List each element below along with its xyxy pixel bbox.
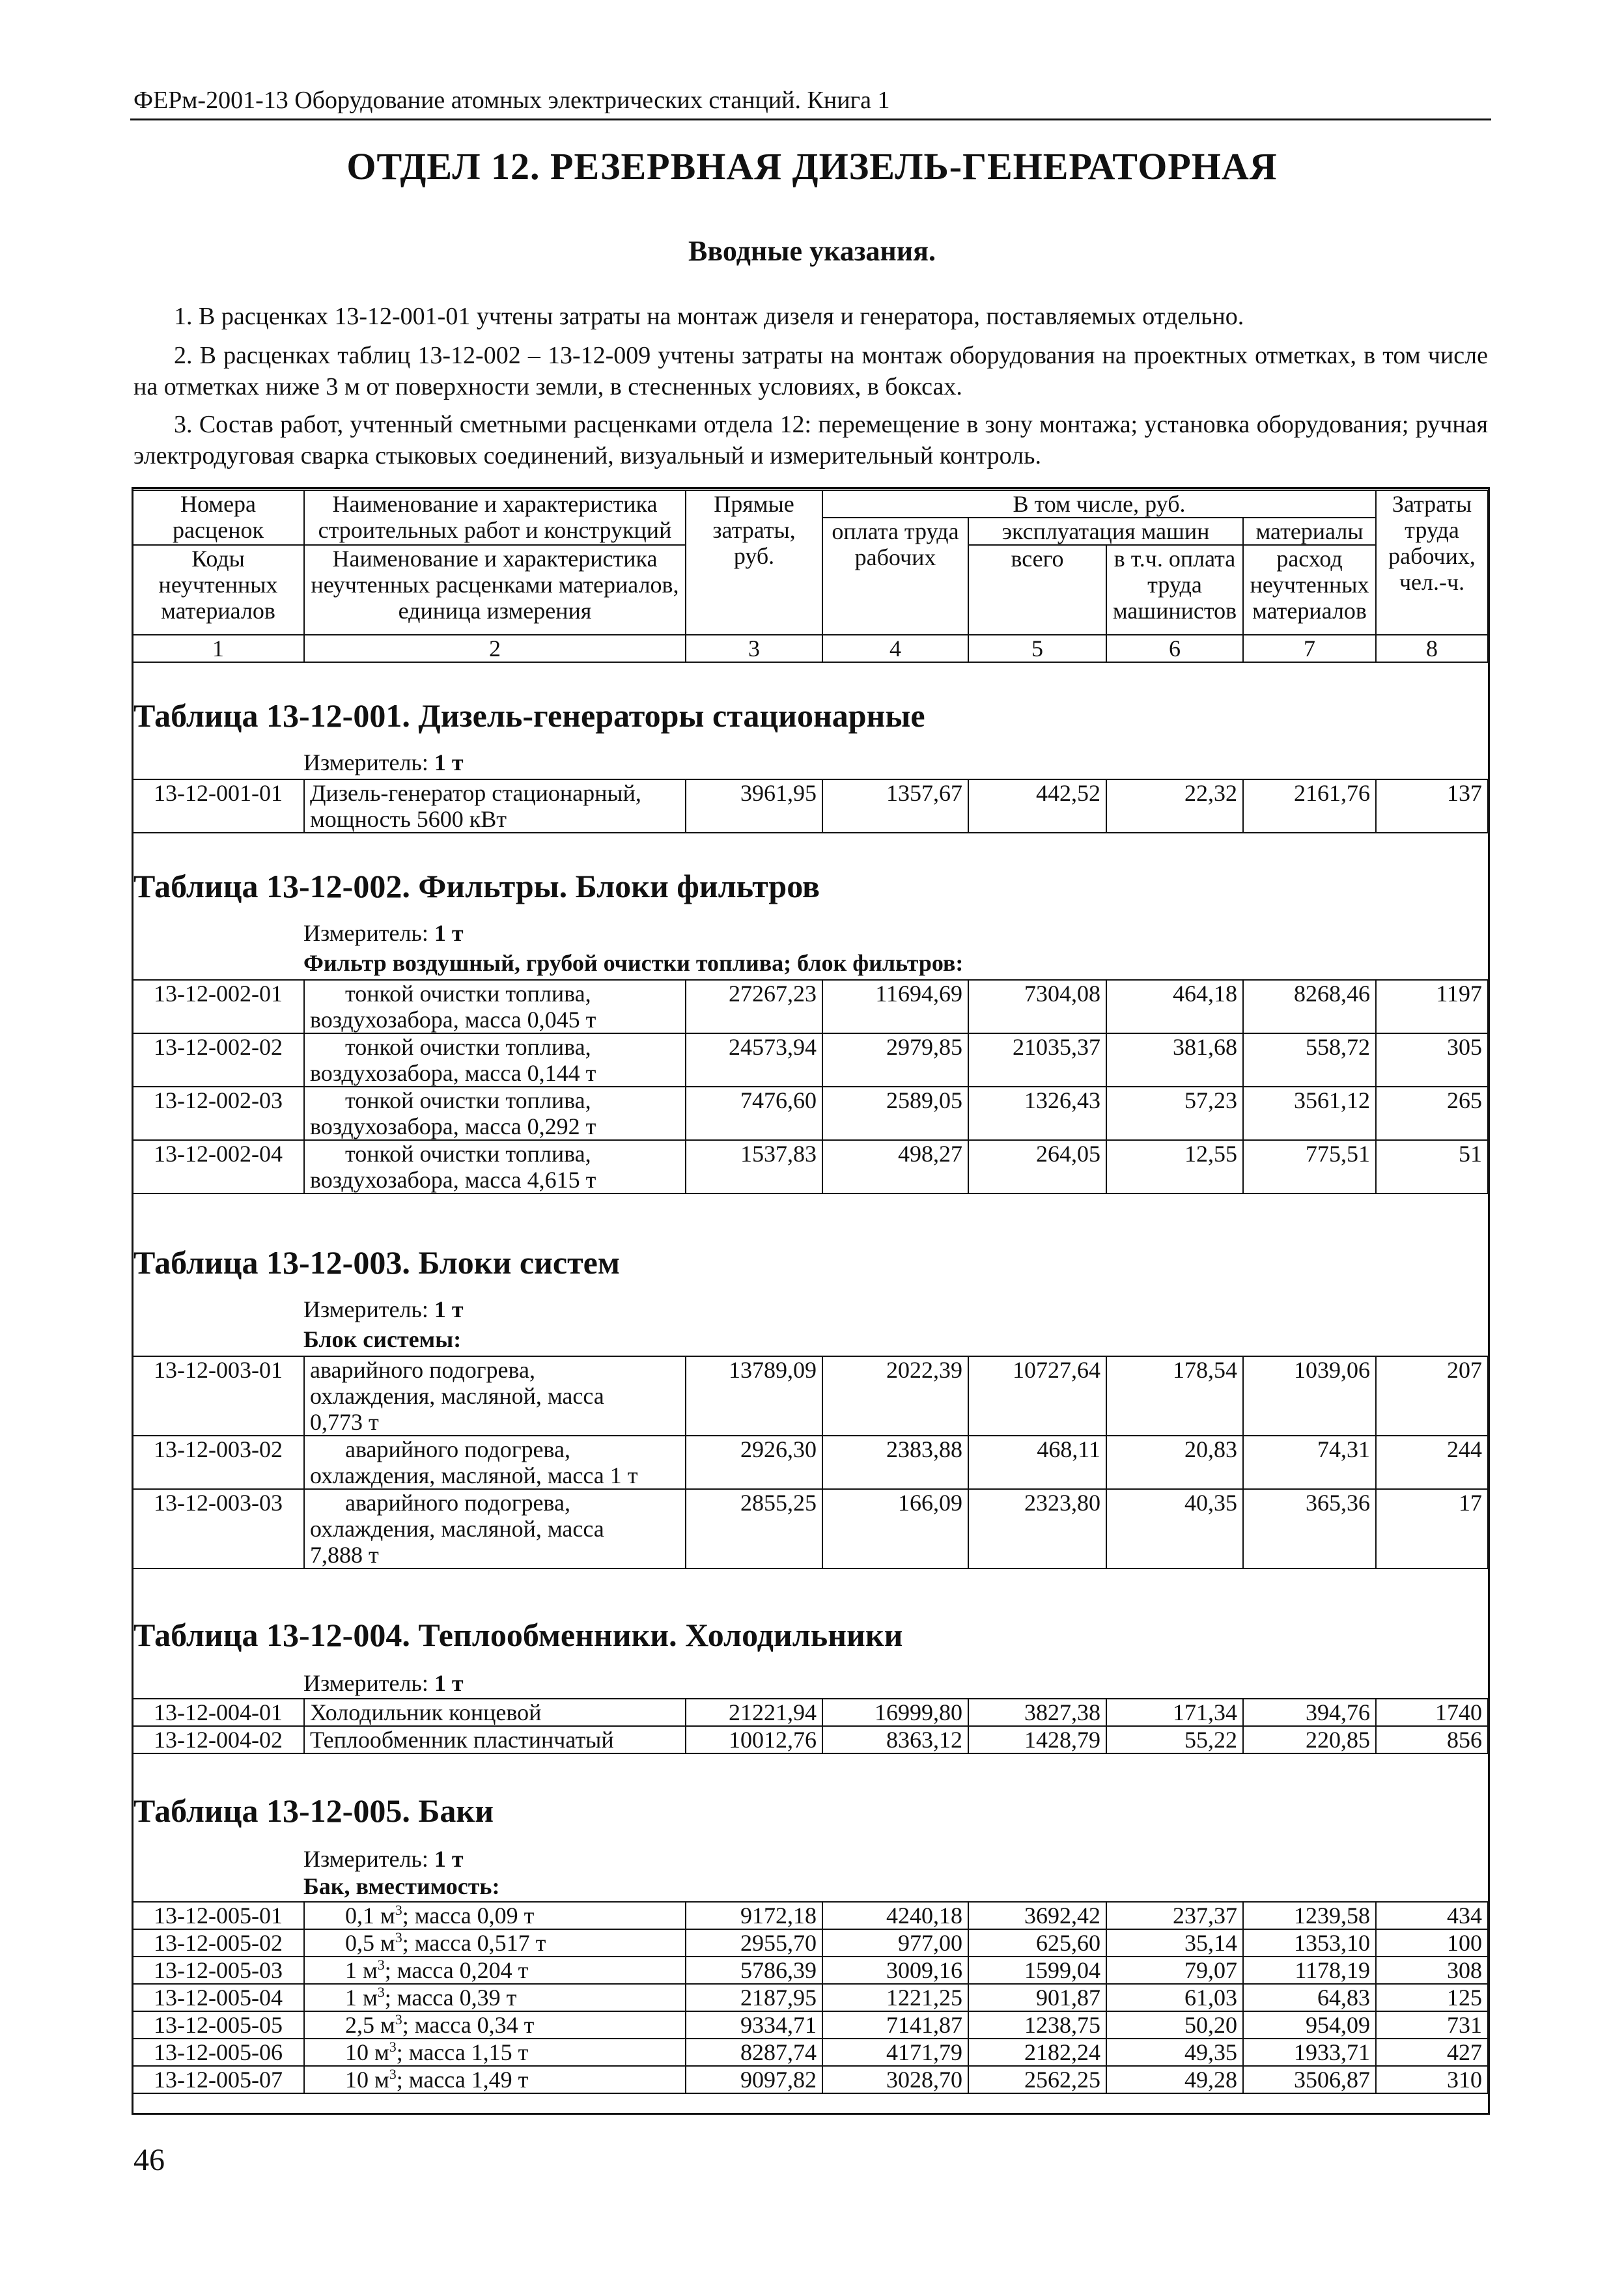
machines-total: 3692,42: [968, 1902, 1106, 1929]
table-heading-13-12-002: Таблица 13-12-002. Фильтры. Блоки фильтров: [133, 868, 820, 904]
operator-wages: 381,68: [1106, 1033, 1243, 1087]
rate-name: аварийного подогрева, охлаждения, масляной, масса 7,888 т: [304, 1489, 686, 1569]
machines-total: 7304,08: [968, 980, 1106, 1033]
colnum-2: 2: [304, 635, 686, 662]
direct-costs: 9097,82: [686, 2066, 822, 2093]
labor: 731: [1376, 2011, 1488, 2039]
rate-code: 13-12-004-02: [132, 1726, 304, 1753]
operator-wages: 35,14: [1106, 1929, 1243, 1957]
labor: 856: [1376, 1726, 1488, 1753]
table-row: [132, 2039, 1488, 2066]
table-heading-13-12-003: Таблица 13-12-003. Блоки систем: [133, 1244, 620, 1281]
column-header: [132, 490, 1489, 663]
operator-wages: 50,20: [1106, 2011, 1243, 2039]
materials: 394,76: [1243, 1699, 1376, 1726]
wages: 2383,88: [822, 1436, 968, 1489]
direct-costs: 1537,83: [686, 1140, 822, 1193]
labor: 51: [1376, 1140, 1488, 1193]
direct-costs: 3961,95: [686, 779, 822, 833]
intro-note-1: 1. В расценках 13-12-001-01 учтены затраты на монтаж дизеля и генератора, поставляемых отдельно.: [174, 303, 1244, 330]
rate-code: 13-12-003-02: [132, 1436, 304, 1489]
direct-costs: 2926,30: [686, 1436, 822, 1489]
rate-code: 13-12-005-07: [132, 2066, 304, 2093]
rate-code: 13-12-005-04: [132, 1984, 304, 2011]
materials: 8268,46: [1243, 980, 1376, 1033]
wages: 2979,85: [822, 1033, 968, 1087]
table-heading-13-12-001: Таблица 13-12-001. Дизель-генераторы стационарные: [133, 697, 925, 734]
rate-name: аварийного подогрева, охлаждения, масляной, масса 1 т: [304, 1436, 686, 1489]
operator-wages: 464,18: [1106, 980, 1243, 1033]
labor: 1197: [1376, 980, 1488, 1033]
rate-code: 13-12-001-01: [132, 779, 304, 833]
table-row: [132, 779, 1488, 833]
rate-code: 13-12-004-01: [132, 1699, 304, 1726]
wages: 4240,18: [822, 1902, 968, 1929]
operator-wages: 12,55: [1106, 1140, 1243, 1193]
operator-wages: 57,23: [1106, 1087, 1243, 1140]
table-row: [132, 1087, 1488, 1140]
rate-name: тонкой очистки топлива, воздухозабора, масса 0,292 т: [304, 1087, 686, 1140]
unit-13-12-005: Измеритель: 1 т: [303, 1846, 464, 1872]
operator-wages: 178,54: [1106, 1356, 1243, 1436]
header-labor: Затраты труда рабочих, чел.-ч.: [1376, 490, 1488, 635]
unit-13-12-002: Измеритель: 1 т: [303, 920, 464, 946]
rate-name: Теплообменник пластинчатый: [304, 1726, 686, 1753]
table-row: [132, 2066, 1488, 2093]
materials: 775,51: [1243, 1140, 1376, 1193]
operator-wages: 237,37: [1106, 1902, 1243, 1929]
rate-name: Холодильник концевой: [304, 1699, 686, 1726]
labor: 434: [1376, 1902, 1488, 1929]
machines-total: 1428,79: [968, 1726, 1106, 1753]
unit-13-12-003: Измеритель: 1 т: [303, 1296, 464, 1322]
labor: 308: [1376, 1957, 1488, 1984]
header-operator-wages: в т.ч. оплата труда машинистов: [1106, 545, 1243, 635]
materials: 220,85: [1243, 1726, 1376, 1753]
colnum-3: 3: [686, 635, 822, 662]
table-row: [132, 980, 1488, 1033]
rate-code: 13-12-002-04: [132, 1140, 304, 1193]
header-work-name: Наименование и характеристика строительных работ и конструкций: [304, 490, 686, 545]
direct-costs: 21221,94: [686, 1699, 822, 1726]
direct-costs: 24573,94: [686, 1033, 822, 1087]
rate-name: 1 $м^3$; масса 0,39 т: [304, 1984, 686, 2011]
rate-code: 13-12-003-01: [132, 1356, 304, 1436]
labor: 427: [1376, 2039, 1488, 2066]
header-material-use: расход неучтенных материалов: [1243, 545, 1376, 635]
direct-costs: 2855,25: [686, 1489, 822, 1569]
direct-costs: 8287,74: [686, 2039, 822, 2066]
machines-total: 468,11: [968, 1436, 1106, 1489]
machines-total: 1599,04: [968, 1957, 1106, 1984]
table-13-12-002: [132, 979, 1489, 1194]
operator-wages: 40,35: [1106, 1489, 1243, 1569]
machines-total: 1326,43: [968, 1087, 1106, 1140]
operator-wages: 49,35: [1106, 2039, 1243, 2066]
table-heading-13-12-005: Таблица 13-12-005. Баки: [133, 1792, 494, 1829]
header-direct-costs: Прямые затраты, руб.: [686, 490, 822, 635]
wages: 3009,16: [822, 1957, 968, 1984]
materials: 954,09: [1243, 2011, 1376, 2039]
machines-total: 21035,37: [968, 1033, 1106, 1087]
direct-costs: 5786,39: [686, 1957, 822, 1984]
machines-total: 901,87: [968, 1984, 1106, 2011]
rate-name: 2,5 $м^3$; масса 0,34 т: [304, 2011, 686, 2039]
direct-costs: 10012,76: [686, 1726, 822, 1753]
rate-code: 13-12-002-02: [132, 1033, 304, 1087]
rate-name: тонкой очистки топлива, воздухозабора, масса 4,615 т: [304, 1140, 686, 1193]
materials: 1178,19: [1243, 1957, 1376, 1984]
direct-costs: 2187,95: [686, 1984, 822, 2011]
wages: 11694,69: [822, 980, 968, 1033]
operator-wages: 22,32: [1106, 779, 1243, 833]
header-rule: [130, 119, 1491, 120]
operator-wages: 61,03: [1106, 1984, 1243, 2011]
colnum-8: 8: [1376, 635, 1488, 662]
direct-costs: 2955,70: [686, 1929, 822, 1957]
table-row: [132, 1929, 1488, 1957]
rate-name: 0,1 $м^3$; масса 0,09 т: [304, 1902, 686, 1929]
table-13-12-004: [132, 1698, 1489, 1754]
rate-name: тонкой очистки топлива, воздухозабора, масса 0,144 т: [304, 1033, 686, 1087]
machines-total: 625,60: [968, 1929, 1106, 1957]
unit-13-12-001: Измеритель: 1 т: [303, 749, 464, 775]
operator-wages: 20,83: [1106, 1436, 1243, 1489]
rate-code: 13-12-002-01: [132, 980, 304, 1033]
materials: 1933,71: [1243, 2039, 1376, 2066]
labor: 125: [1376, 1984, 1488, 2011]
machines-total: 1238,75: [968, 2011, 1106, 2039]
colnum-6: 6: [1106, 635, 1243, 662]
header-rate-numbers: Номера расценок: [132, 490, 304, 545]
wages: 498,27: [822, 1140, 968, 1193]
table-row: [132, 1356, 1488, 1436]
rate-name: Дизель-генератор стационарный, мощность 5600 кВт: [304, 779, 686, 833]
materials: 365,36: [1243, 1489, 1376, 1569]
rate-name: 1 $м^3$; масса 0,204 т: [304, 1957, 686, 1984]
header-machines: эксплуатация машин: [968, 518, 1243, 545]
unit-13-12-004: Измеритель: 1 т: [303, 1670, 464, 1696]
header-materials: материалы: [1243, 518, 1376, 545]
rate-code: 13-12-003-03: [132, 1489, 304, 1569]
table-13-12-003: [132, 1356, 1489, 1569]
rate-code: 13-12-002-03: [132, 1087, 304, 1140]
wages: 166,09: [822, 1489, 968, 1569]
machines-total: 10727,64: [968, 1356, 1106, 1436]
direct-costs: 27267,23: [686, 980, 822, 1033]
materials: 74,31: [1243, 1436, 1376, 1489]
colnum-7: 7: [1243, 635, 1376, 662]
table-13-12-001: [132, 779, 1489, 833]
direct-costs: 9172,18: [686, 1902, 822, 1929]
wages: 16999,80: [822, 1699, 968, 1726]
materials: 3506,87: [1243, 2066, 1376, 2093]
table-row: [132, 1436, 1488, 1489]
header-machines-total: всего: [968, 545, 1106, 635]
rate-code: 13-12-005-02: [132, 1929, 304, 1957]
machines-total: 2562,25: [968, 2066, 1106, 2093]
machines-total: 442,52: [968, 779, 1106, 833]
table-row: [132, 1699, 1488, 1726]
wages: 2589,05: [822, 1087, 968, 1140]
direct-costs: 7476,60: [686, 1087, 822, 1140]
section-title: ОТДЕЛ 12. РЕЗЕРВНАЯ ДИЗЕЛЬ-ГЕНЕРАТОРНАЯ: [346, 145, 1278, 188]
direct-costs: 13789,09: [686, 1356, 822, 1436]
running-header: ФЕРм-2001-13 Оборудование атомных электрических станций. Книга 1: [133, 87, 890, 114]
labor: 1740: [1376, 1699, 1488, 1726]
rate-name: аварийного подогрева, охлаждения, масляной, масса 0,773 т: [304, 1356, 686, 1436]
labor: 100: [1376, 1929, 1488, 1957]
wages: 8363,12: [822, 1726, 968, 1753]
header-material-codes: Коды неучтенных материалов: [132, 545, 304, 635]
labor: 244: [1376, 1436, 1488, 1489]
rate-code: 13-12-005-06: [132, 2039, 304, 2066]
table-row: [132, 1957, 1488, 1984]
materials: 3561,12: [1243, 1087, 1376, 1140]
wages: 3028,70: [822, 2066, 968, 2093]
header-wages: оплата труда рабочих: [822, 518, 968, 635]
wages: 1357,67: [822, 779, 968, 833]
wages: 4171,79: [822, 2039, 968, 2066]
page-number: 46: [133, 2143, 165, 2177]
table-row: [132, 1726, 1488, 1753]
group-title-13-12-003: Блок системы:: [303, 1326, 462, 1352]
wages: 2022,39: [822, 1356, 968, 1436]
colnum-4: 4: [822, 635, 968, 662]
labor: 305: [1376, 1033, 1488, 1087]
direct-costs: 9334,71: [686, 2011, 822, 2039]
header-including: В том числе, руб.: [822, 490, 1376, 518]
materials: 1353,10: [1243, 1929, 1376, 1957]
intro-subtitle: Вводные указания.: [688, 235, 936, 267]
rate-name: тонкой очистки топлива, воздухозабора, масса 0,045 т: [304, 980, 686, 1033]
rate-code: 13-12-005-01: [132, 1902, 304, 1929]
machines-total: 2323,80: [968, 1489, 1106, 1569]
materials: 1239,58: [1243, 1902, 1376, 1929]
wages: 7141,87: [822, 2011, 968, 2039]
wages: 1221,25: [822, 1984, 968, 2011]
rate-name: 0,5 $м^3$; масса 0,517 т: [304, 1929, 686, 1957]
machines-total: 3827,38: [968, 1699, 1106, 1726]
colnum-1: 1: [132, 635, 304, 662]
materials: 2161,76: [1243, 779, 1376, 833]
group-title-13-12-005: Бак, вместимость:: [303, 1873, 500, 1899]
group-title-13-12-002: Фильтр воздушный, грубой очистки топлива; блок фильтров:: [303, 950, 964, 976]
labor: 207: [1376, 1356, 1488, 1436]
table-heading-13-12-004: Таблица 13-12-004. Теплообменники. Холодильники: [133, 1617, 903, 1653]
table-row: [132, 1984, 1488, 2011]
labor: 265: [1376, 1087, 1488, 1140]
header-material-name: Наименование и характеристика неучтенных расценками материалов, единица измерения: [304, 545, 686, 635]
table-row: [132, 1489, 1488, 1569]
table-13-12-005: [132, 1901, 1489, 2094]
table-row: [132, 1902, 1488, 1929]
labor: 137: [1376, 779, 1488, 833]
rate-code: 13-12-005-05: [132, 2011, 304, 2039]
rate-code: 13-12-005-03: [132, 1957, 304, 1984]
rate-name: 10 $м^3$; масса 1,15 т: [304, 2039, 686, 2066]
colnum-5: 5: [968, 635, 1106, 662]
table-row: [132, 2011, 1488, 2039]
materials: 558,72: [1243, 1033, 1376, 1087]
operator-wages: 79,07: [1106, 1957, 1243, 1984]
materials: 1039,06: [1243, 1356, 1376, 1436]
intro-note-2: 2. В расценках таблиц 13-12-002 – 13-12-009 учтены затраты на монтаж оборудования на проектных отметках, в том числе на отметках ниже 3 м от поверхности земли, в стесненных условиях, в боксах.: [133, 342, 1488, 400]
operator-wages: 171,34: [1106, 1699, 1243, 1726]
table-row: [132, 1033, 1488, 1087]
materials: 64,83: [1243, 1984, 1376, 2011]
intro-note-3: 3. Состав работ, учтенный сметными расценками отдела 12: перемещение в зону монтажа; установка оборудования; ручная электродуговая сварка стыковых соединений, визуальный и измерительный контроль.: [133, 411, 1488, 469]
table-row: [132, 1140, 1488, 1193]
wages: 977,00: [822, 1929, 968, 1957]
rate-name: 10 $м^3$; масса 1,49 т: [304, 2066, 686, 2093]
machines-total: 264,05: [968, 1140, 1106, 1193]
labor: 17: [1376, 1489, 1488, 1569]
machines-total: 2182,24: [968, 2039, 1106, 2066]
operator-wages: 55,22: [1106, 1726, 1243, 1753]
labor: 310: [1376, 2066, 1488, 2093]
operator-wages: 49,28: [1106, 2066, 1243, 2093]
